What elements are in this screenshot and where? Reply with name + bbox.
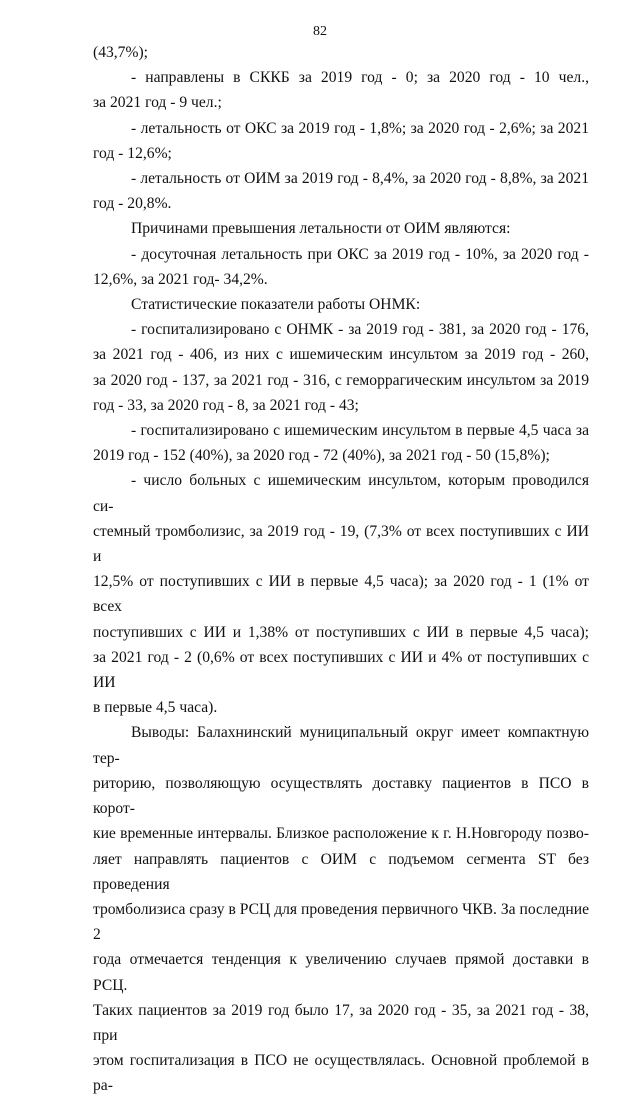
page-number: 82 bbox=[313, 24, 327, 39]
text-line: за 2021 год - 406, из них с ишемическим инсультом за 2019 год - 260, bbox=[93, 346, 589, 364]
text-line: за 2020 год - 137, за 2021 год - 316, с геморрагическим инсультом за 2019 bbox=[93, 371, 589, 389]
text-line: Выводы: Балахнинский муниципальный округ имеет компактную тер- bbox=[93, 724, 589, 767]
text-line: Причинами превышения летальности от ОИМ являются: bbox=[131, 220, 511, 238]
text-line: Статистические показатели работы ОНМК: bbox=[131, 296, 421, 314]
text-line: - досуточная летальность при ОКС за 2019 год - 10%, за 2020 год - bbox=[131, 245, 589, 263]
text-line: года отмечается тенденция к увеличению случаев прямой доставки в РСЦ. bbox=[93, 951, 589, 994]
text-line: - число больных с ишемическим инсультом, которым проводился си- bbox=[93, 472, 589, 515]
document-body bbox=[93, 40, 589, 1099]
text-line: - госпитализировано с ишемическим инсультом в первые 4,5 часа за bbox=[131, 422, 589, 440]
text-line: за 2021 год - 9 чел.; bbox=[93, 94, 222, 112]
text-line: год - 33, за 2020 год - 8, за 2021 год - 43; bbox=[93, 396, 359, 414]
text-line: в первые 4,5 часа). bbox=[93, 699, 218, 717]
text-line: 2019 год - 152 (40%), за 2020 год - 72 (40%), за 2021 год - 50 (15,8%); bbox=[93, 447, 550, 465]
text-line: год - 12,6%; bbox=[93, 144, 172, 162]
text-line: за 2021 год - 2 (0,6% от всех поступивших с ИИ и 4% от поступивших с ИИ bbox=[93, 648, 589, 692]
text-line: - летальность от ОИМ за 2019 год - 8,4%, за 2020 год - 8,8%, за 2021 bbox=[131, 170, 589, 188]
text-line: 12,5% от поступивших с ИИ в первые 4,5 часа); за 2020 год - 1 (1% от всех bbox=[93, 573, 589, 616]
text-line: - госпитализировано с ОНМК - за 2019 год - 381, за 2020 год - 176, bbox=[131, 321, 589, 339]
text-line: - направлены в СККБ за 2019 год - 0; за 2020 год - 10 чел., bbox=[131, 69, 589, 87]
text-line: Таких пациентов за 2019 год было 17, за 2020 год - 35, за 2021 год - 38, при bbox=[93, 1001, 589, 1044]
text-line: (43,7%); bbox=[93, 44, 148, 61]
text-line: ляет направлять пациентов с ОИМ с подъемом сегмента ST без проведения bbox=[93, 850, 589, 893]
text-line: 12,6%, за 2021 год- 34,2%. bbox=[93, 270, 268, 288]
text-line: поступивших с ИИ и 1,38% от поступивших с ИИ в первые 4,5 часа); bbox=[93, 623, 589, 641]
text-line: год - 20,8%. bbox=[93, 195, 172, 213]
text-line: стемный тромболизис, за 2019 год - 19, (7,3% от всех поступивших с ИИ и bbox=[93, 522, 589, 566]
text-line: этом госпитализация в ПСО не осуществлялась. Основной проблемой в ра- bbox=[93, 1052, 589, 1095]
text-line: кие временные интервалы. Близкое расположение к г. Н.Новгороду позво- bbox=[93, 825, 589, 843]
text-line: риторию, позволяющую осуществлять доставку пациентов в ПСО в корот- bbox=[93, 774, 589, 818]
text-line: тромболизиса сразу в РСЦ для проведения первичного ЧКВ. За последние 2 bbox=[93, 900, 589, 944]
text-line: - летальность от ОКС за 2019 год - 1,8%; за 2020 год - 2,6%; за 2021 bbox=[131, 119, 589, 137]
